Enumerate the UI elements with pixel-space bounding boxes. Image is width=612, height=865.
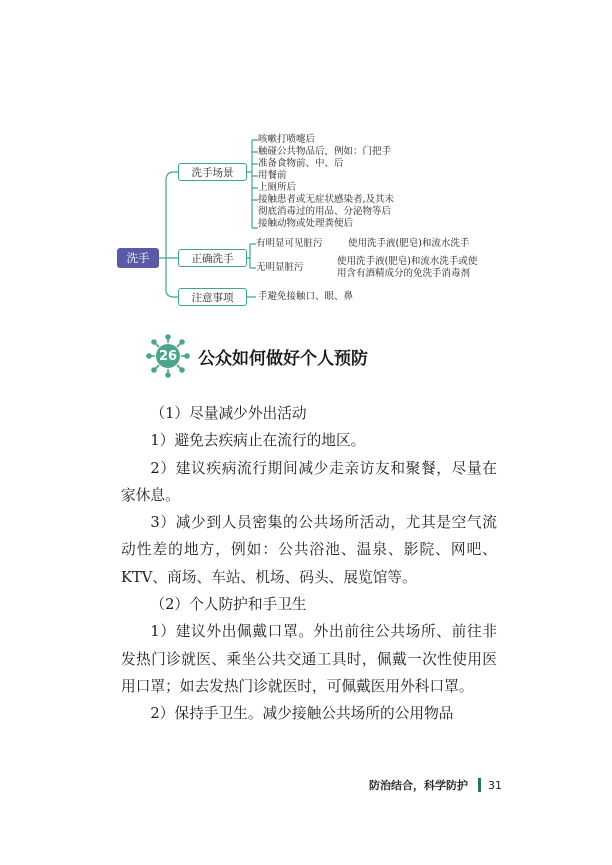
note-item: 手避免接触口、眼、鼻 (258, 291, 354, 302)
body-text (121, 400, 497, 728)
scene-item: 触碰公共物品后，例如：门把手 (258, 146, 392, 157)
mindmap-root: 洗手 (117, 248, 159, 268)
section-number: 26 (156, 344, 180, 368)
scene-item: 上厕所后 (258, 182, 297, 193)
scene-item: 准备食物前、中、后 (258, 158, 344, 169)
subheading: （2）个人防护和手卫生 (150, 596, 307, 614)
wash-condition-no-dirt: 无明显脏污 (256, 262, 304, 273)
scene-item: 用餐前 (258, 170, 287, 181)
paragraph: 2）保持手卫生。减少接触公共场所的公用物品 (150, 705, 454, 723)
page-footer (369, 776, 502, 794)
scene-item: 咳嗽打喷嚏后 (258, 134, 316, 145)
footer-divider (478, 778, 481, 792)
scene-item-continued: 彻底消毒过的用品、分泌物等后 (258, 206, 392, 217)
paragraph: 2）建议疾病流行期间减少走亲访友和聚餐，尽量在家休息。 (121, 459, 497, 504)
branch-scenes: 洗手场景 (178, 163, 247, 181)
branch-correct-washing: 正确洗手 (178, 249, 247, 267)
footer-title: 防治结合，科学防护 (369, 779, 468, 792)
section-heading (146, 334, 506, 378)
paragraph: 1）建议外出佩戴口罩。外出前往公共场所、前往非发热门诊就医、乘坐公共交通工具时，佩戴一次性使用医用口罩；如去发热门诊就医时，可佩戴医用外科口罩。 (121, 623, 497, 695)
wash-action-visible-dirt: 使用洗手液(肥皂)和流水洗手 (348, 238, 470, 249)
paragraph: 3）减少到人员密集的公共场所活动，尤其是空气流动性差的地方，例如：公共浴池、温泉、影院、网吧、KTV、商场、车站、机场、码头、展览馆等。 (121, 514, 497, 586)
page-number: 31 (488, 778, 502, 792)
wash-action-no-dirt: 使用洗手液(肥皂)和流水洗手或使 (337, 256, 478, 267)
branch-notes: 注意事项 (178, 288, 247, 306)
subheading: （1）尽量减少外出活动 (150, 405, 307, 422)
scene-item: 接触动物或处理粪便后 (258, 218, 354, 229)
section-title: 公众如何做好个人预防 (198, 349, 368, 369)
handwashing-mindmap (0, 0, 612, 320)
wash-condition-visible-dirt: 有明显可见脏污 (256, 238, 323, 249)
paragraph: 1）避免去疾病止在流行的地区。 (150, 432, 366, 450)
scene-item: 接触患者或无症状感染者,及其未 (258, 194, 395, 205)
wash-action-no-dirt-continued: 用含有酒精成分的免洗手消毒剂 (337, 268, 471, 279)
